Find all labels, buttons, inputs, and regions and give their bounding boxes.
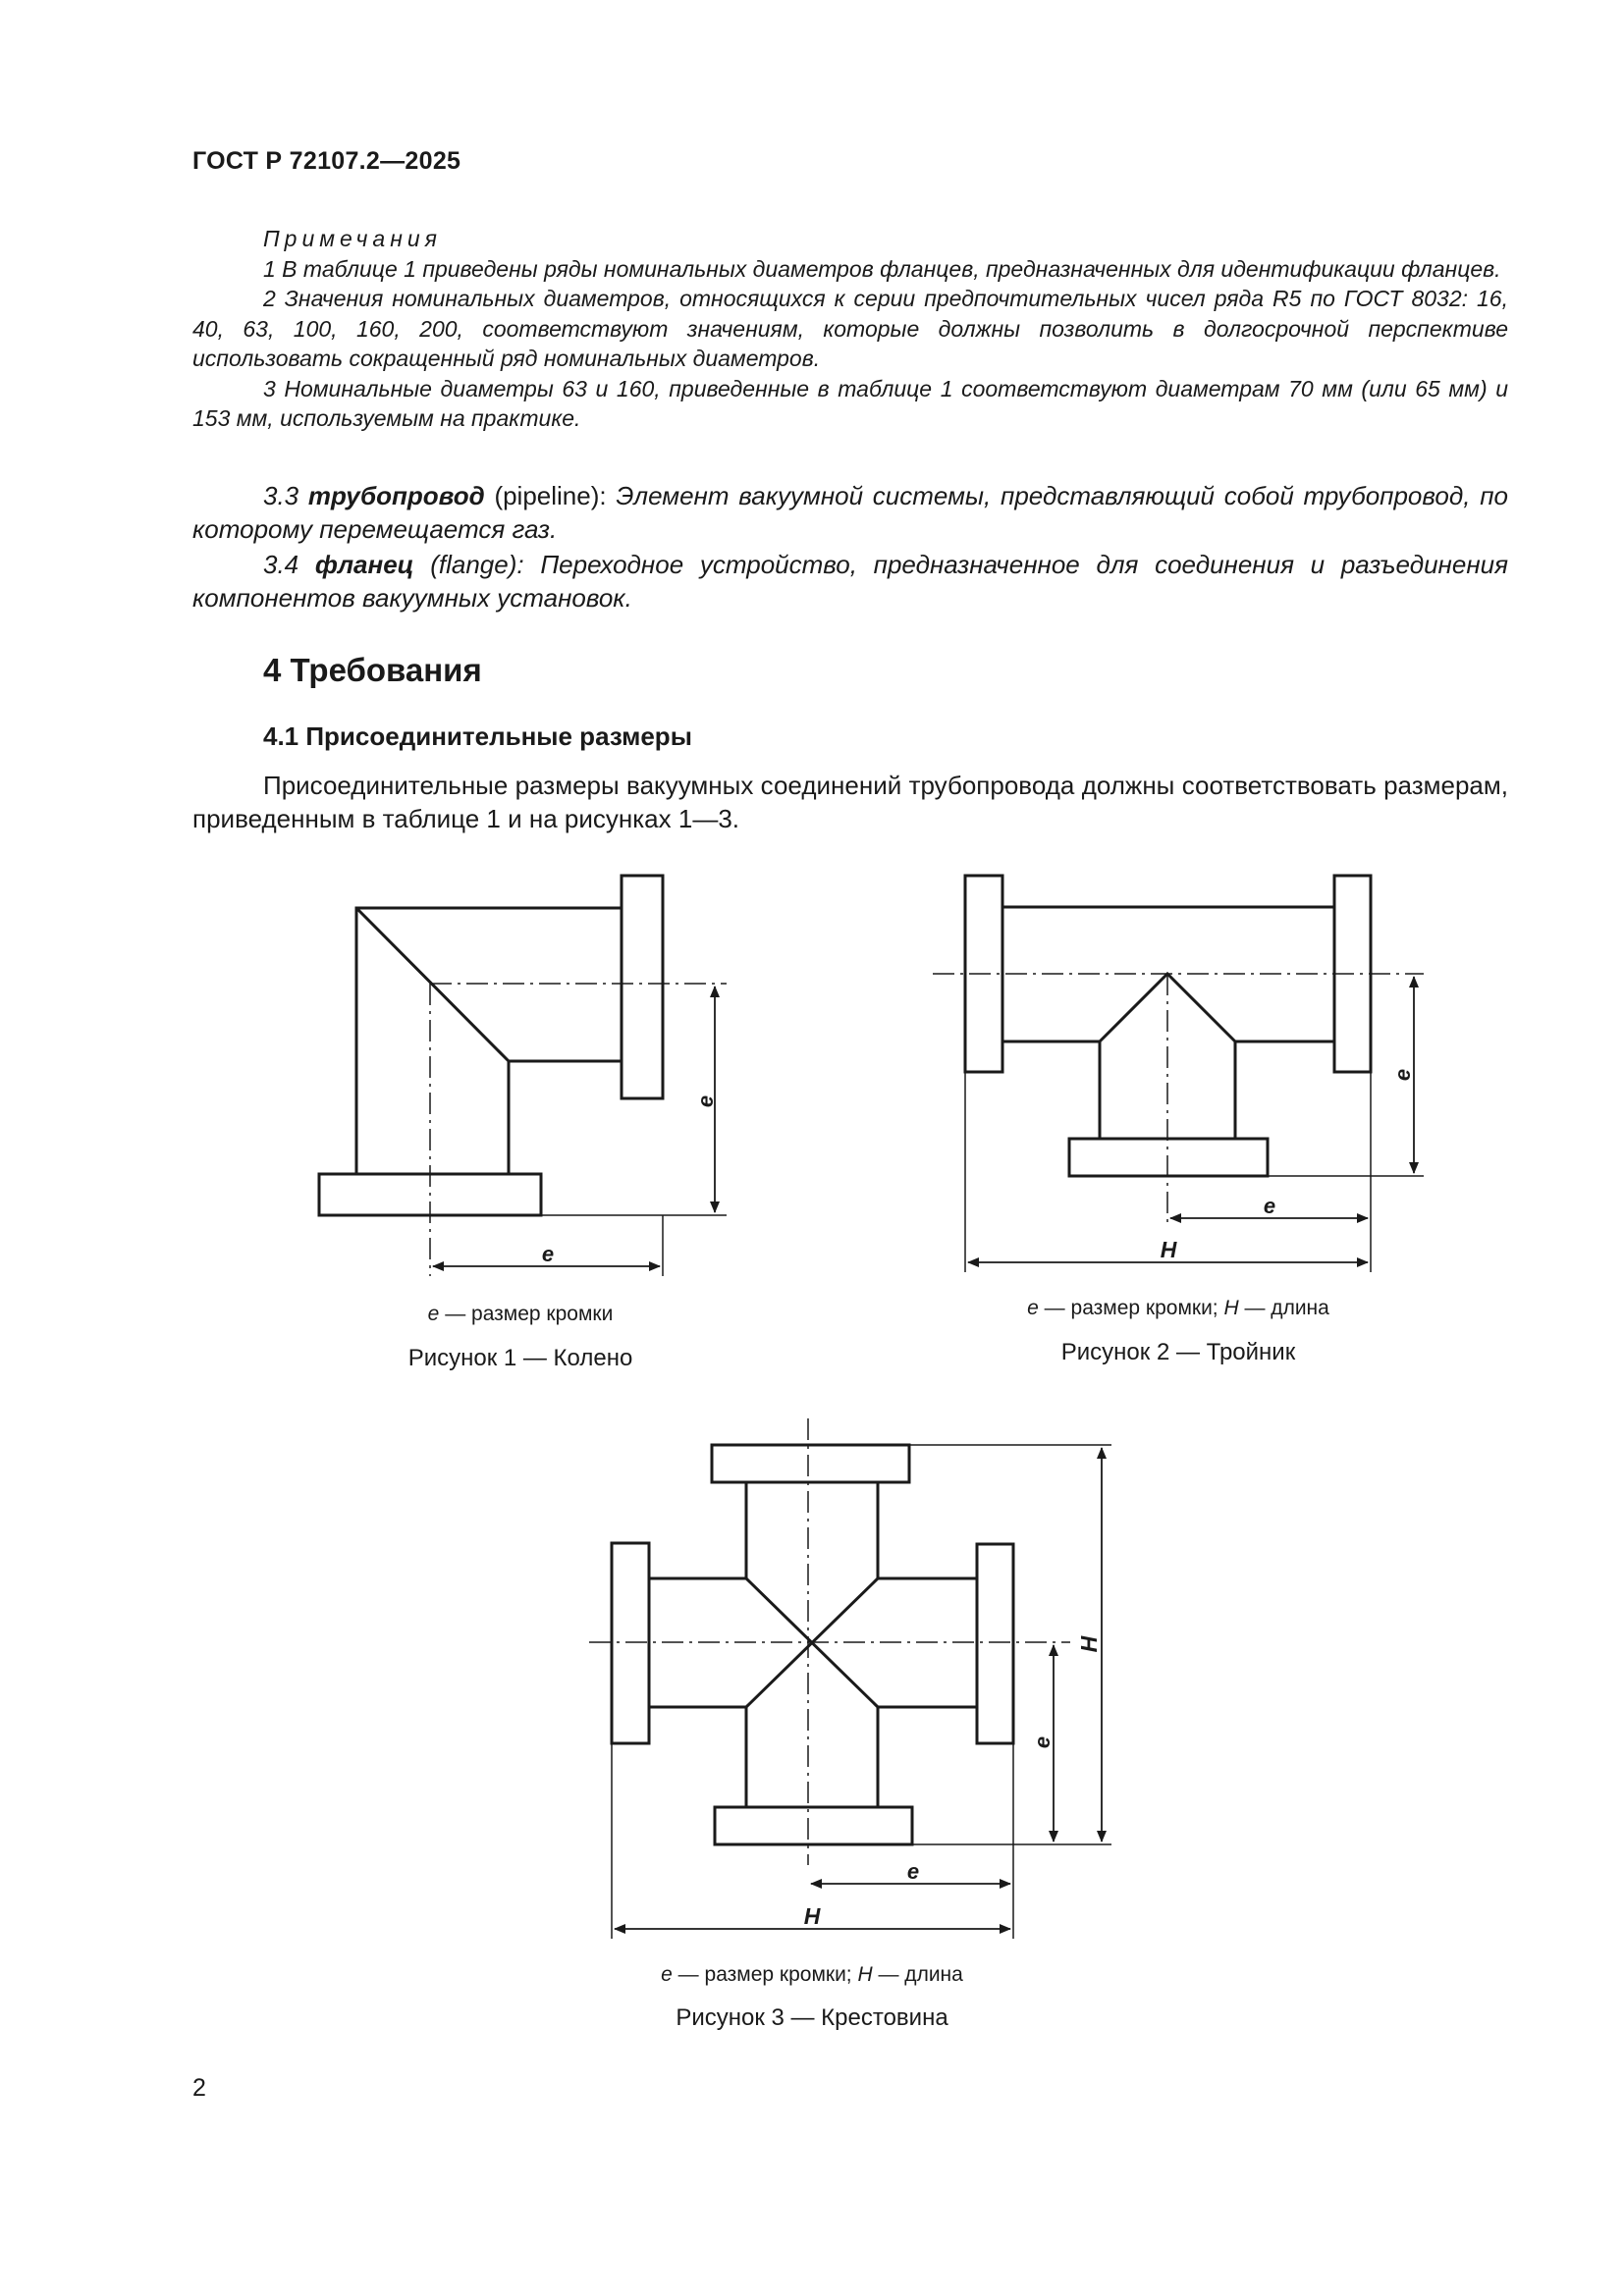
dimension-label-e: e bbox=[693, 1095, 718, 1108]
definition-english: (pipeline): bbox=[494, 481, 607, 510]
legend-text: — длина bbox=[872, 1963, 963, 1986]
legend-symbol-e: e bbox=[427, 1303, 440, 1325]
figure-3-legend bbox=[567, 1963, 1057, 1987]
legend-text: — размер кромки; bbox=[1038, 1297, 1224, 1319]
dimension-label-e: e bbox=[1263, 1194, 1276, 1218]
section-heading: 4 Требования bbox=[263, 652, 482, 688]
elbow-miter-line bbox=[356, 908, 509, 1061]
definition-english: (flange): bbox=[430, 550, 524, 579]
dimension-label-h: H bbox=[803, 1903, 821, 1929]
dimension-label-e: e bbox=[1390, 1068, 1415, 1082]
elbow-inner-wall bbox=[509, 1061, 622, 1174]
dimension-label-e: e bbox=[541, 1242, 555, 1266]
legend-symbol-e: e bbox=[661, 1963, 673, 1986]
figure-2-caption: Рисунок 2 — Тройник bbox=[1060, 1339, 1296, 1365]
notes-title: Примечания bbox=[263, 226, 442, 251]
dimension-label-e: e bbox=[1030, 1735, 1055, 1749]
dimension-label-h: H bbox=[1076, 1635, 1102, 1653]
paragraph-text: Присоединительные размеры вакуумных соединений трубопровода должны соответствовать размерам, приведенным в таблице 1 и на рисунках 1—3. bbox=[192, 771, 1508, 833]
subsection-heading: 4.1 Присоединительные размеры bbox=[263, 721, 692, 751]
flange-top bbox=[712, 1445, 909, 1482]
figure-3-cross bbox=[589, 1418, 1111, 1939]
figure-2-tee bbox=[933, 876, 1424, 1272]
definition-text: Элемент вакуумной системы, представляющий собой трубопровод, по которому перемещается газ. bbox=[192, 481, 1508, 544]
dimension-label-h: H bbox=[1160, 1237, 1177, 1262]
figure-2-legend bbox=[933, 1297, 1424, 1320]
flange-bottom bbox=[1069, 1139, 1268, 1176]
flange-bottom bbox=[715, 1807, 912, 1844]
flange-right bbox=[977, 1544, 1013, 1743]
legend-symbol-h: H bbox=[857, 1963, 873, 1986]
flange-left bbox=[612, 1543, 649, 1743]
document-header: ГОСТ Р 72107.2—2025 bbox=[192, 147, 461, 175]
legend-symbol-e: e bbox=[1027, 1297, 1039, 1319]
dimension-label-e: e bbox=[906, 1859, 920, 1884]
figure-1-caption: Рисунок 1 — Колено bbox=[407, 1345, 633, 1371]
figure-1-legend bbox=[324, 1303, 717, 1326]
legend-text: — размер кромки; bbox=[672, 1963, 858, 1986]
note-item: 2 Значения номинальных диаметров, относящихся к серии предпочтительных чисел ряда R5 по ГОСТ 8032: 16, 40, 63, 100, 160, 200, соответствуют значениям, которые должны позволить в долгосрочной перспективе использовать сокращенный ряд номинальных диаметров. bbox=[192, 286, 1508, 371]
figure-1-elbow bbox=[319, 876, 727, 1276]
tee-left-wall bbox=[1002, 1041, 1100, 1139]
legend-text: — длина bbox=[1238, 1297, 1329, 1319]
tee-right-wall bbox=[1235, 1041, 1334, 1139]
definition-term: фланец bbox=[314, 550, 414, 579]
flange-right bbox=[622, 876, 663, 1098]
note-item: 3 Номинальные диаметры 63 и 160, приведенные в таблице 1 соответствуют диаметрам 70 мм (или 65 мм) и 153 мм, используемым на практике. bbox=[192, 375, 1508, 431]
legend-text: — размер кромки bbox=[439, 1303, 614, 1325]
page-number: 2 bbox=[192, 2074, 206, 2102]
definition-number: 3.4 bbox=[263, 550, 299, 579]
legend-symbol-h: H bbox=[1223, 1297, 1239, 1319]
figure-3-caption: Рисунок 3 — Крестовина bbox=[676, 2004, 948, 2031]
note-item: 1 В таблице 1 приведены ряды номинальных диаметров фланцев, предназначенных для идентификации фланцев. bbox=[263, 255, 1501, 282]
definition-term: трубопровод bbox=[307, 481, 485, 510]
definition-number: 3.3 bbox=[263, 481, 299, 510]
definition-text: Переходное устройство, предназначенное для соединения и разъединения компонентов вакуумных установок. bbox=[192, 550, 1508, 613]
